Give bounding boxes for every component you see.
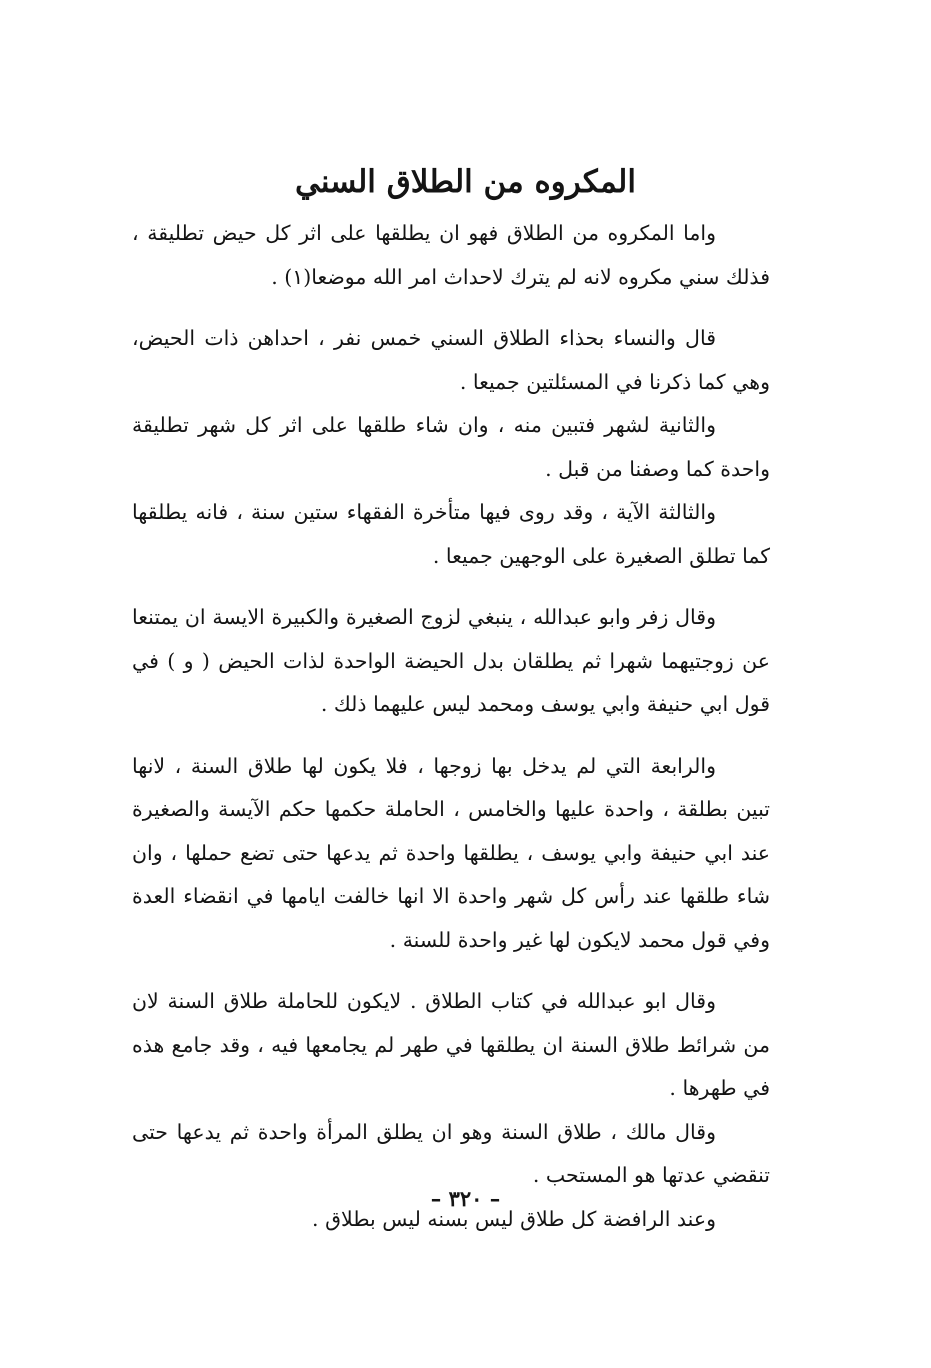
paragraph-3: والثانية لشهر فتبين منه ، وان شاء طلقها على اثر كل شهر تطليقة واحدة كما وصفنا من قبل . [132, 413, 770, 481]
paragraph-1: واما المكروه من الطلاق فهو ان يطلقها على اثر كل حيض تطليقة ، فذلك سني مكروه لانه لم يترك لاحداث امر الله موضعا(١) . [132, 221, 770, 289]
paragraph-9: وعند الرافضة كل طلاق ليس بسنه ليس بطلاق . [312, 1206, 716, 1231]
page-body [132, 212, 770, 1241]
paragraph-7: وقال ابو عبدالله في كتاب الطلاق . لايكون للحاملة طلاق السنة لان من شرائط طلاق السنة ان يطلقها في طهر لم يجامعها فيه ، وقد جامع هذه في طهرها . [132, 989, 770, 1100]
paragraph-5: وقال زفر وابو عبدالله ، ينبغي لزوج الصغيرة والكبيرة الايسة ان يمتنعا عن زوجتيهما شهرا ثم يطلقان بدل الحيضة الواحدة لذات الحيض ( و ) في قول ابي حنيفة وابي يوسف ومحمد ليس عليهما ذلك . [132, 605, 770, 716]
paragraph-8: وقال مالك ، طلاق السنة وهو ان يطلق المرأة واحدة ثم يدعها حتى تنقضي عدتها هو المستحب . [132, 1119, 770, 1187]
page-number: – ٣٢٠ – [430, 1186, 501, 1211]
paragraph-6: والرابعة التي لم يدخل بها زوجها ، فلا يكون لها طلاق السنة ، لانها تبين بطلقة ، واحدة عليها والخامس ، الحاملة حكمها حكم الآيسة والصغيرة عند ابي حنيفة وابي يوسف ، يطلقها واحدة ثم يدعها حتى تضع حملها ، وان شاء طلقها عند رأس كل شهر واحدة الا انها خالفت ايامها في انقضاء العدة وفي قول محمد لايكون لها غير واحدة للسنة . [132, 753, 770, 952]
paragraph-4: والثالثة الآية ، وقد روى فيها متأخرة الفقهاء ستين سنة ، فانه يطلقها كما تطلق الصغيرة على الوجهين جميعا . [132, 500, 770, 568]
paragraph-2: قال والنساء بحذاء الطلاق السني خمس نفر ، احداهن ذات الحيض، وهي كما ذكرنا في المسئلتين جميعا . [132, 326, 770, 394]
page-title: المكروه من الطلاق السني [295, 164, 636, 200]
